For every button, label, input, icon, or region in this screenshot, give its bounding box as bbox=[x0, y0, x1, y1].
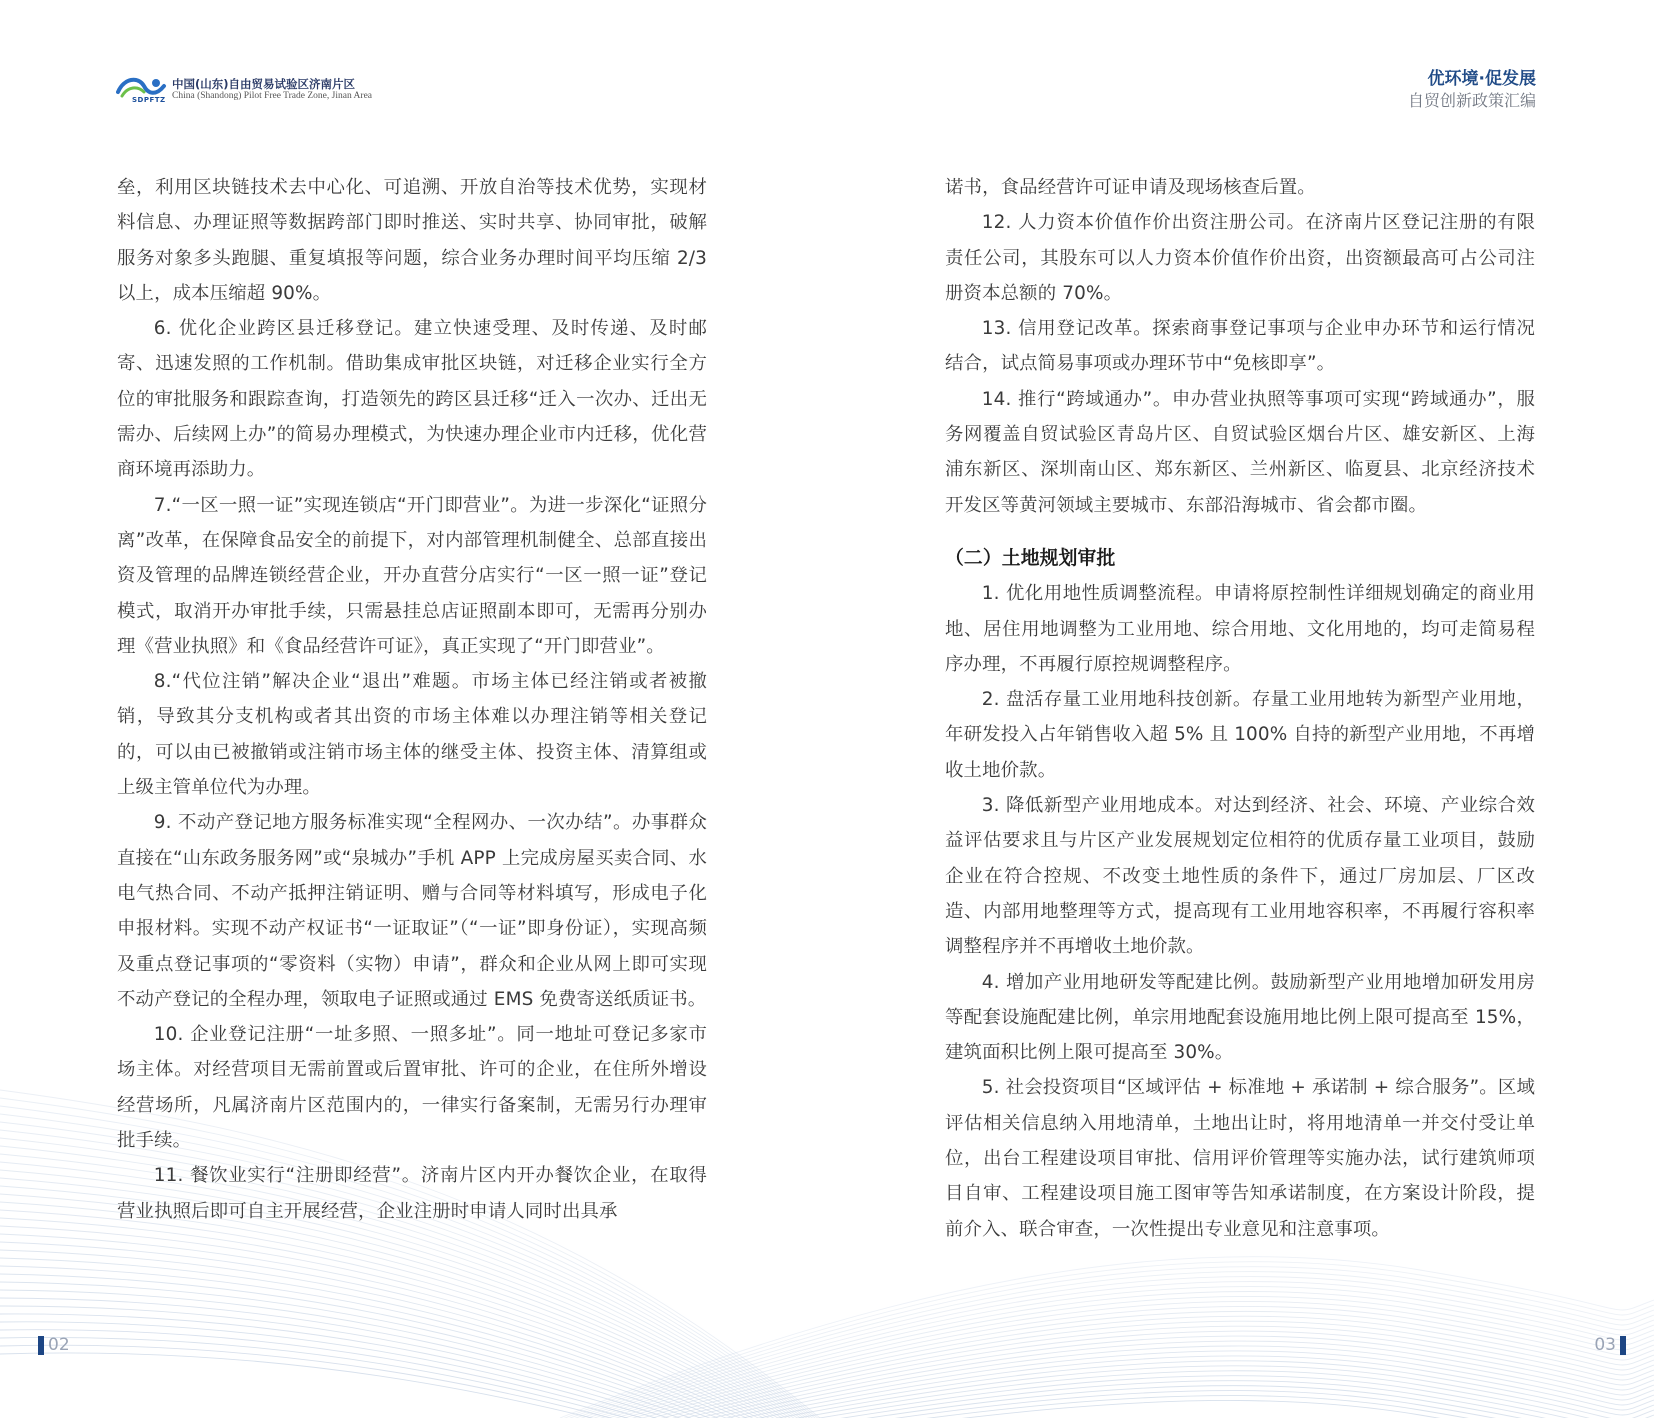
paragraph: 垒，利用区块链技术去中心化、可追溯、开放自治等技术优势，实现材料信息、办理证照等数据跨部门即时推送、实时共享、协同审批，破解服务对象多头跑腿、重复填报等问题，综合业务办理时间平均压缩 2/3 以上，成本压缩超 90%。 bbox=[117, 177, 707, 304]
page-marker-bar bbox=[1620, 1336, 1626, 1355]
paragraph: 13. 信用登记改革。探索商事登记事项与企业申办环节和运行情况结合，试点简易事项或办理环节中“免核即享”。 bbox=[945, 318, 1535, 375]
header-subtitle: 自贸创新政策汇编 bbox=[1407, 91, 1536, 110]
logo-chinese-name: 中国(山东)自由贸易试验区济南片区 bbox=[172, 77, 356, 91]
page-number-right bbox=[1594, 1335, 1626, 1355]
paragraph: 3. 降低新型产业用地成本。对达到经济、社会、环境、产业综合效益评估要求且与片区产业发展规划定位相符的优质存量工业项目，鼓励企业在符合控规、不改变土地性质的条件下，通过厂房加层、厂区改造、内部用地整理等方式，提高现有工业用地容积率，不再履行容积率调整程序并不再增收土地价款。 bbox=[945, 795, 1535, 958]
paragraph: 诺书，食品经营许可证申请及现场核查后置。 bbox=[945, 177, 1316, 198]
right-page-column bbox=[945, 170, 1535, 1247]
wave-line bbox=[0, 1242, 1654, 1418]
paragraph: 14. 推行“跨域通办”。申办营业执照等事项可实现“跨域通办”，服务网覆盖自贸试验区青岛片区、自贸试验区烟台片区、雄安新区、上海浦东新区、深圳南山区、郑东新区、兰州新区、临夏县、北京经济技术开发区等黄河领域主要城市、东部沿海城市、省会都市圈。 bbox=[945, 388, 1535, 516]
paragraph: 4. 增加产业用地研发等配建比例。鼓励新型产业用地增加研发用房等配套设施配建比例，单宗用地配套设施用地比例上限可提高至 15%，建筑面积比例上限可提高至 30%。 bbox=[945, 971, 1535, 1064]
page-number-left bbox=[38, 1335, 70, 1355]
header-logo bbox=[116, 74, 376, 108]
paragraph: 8.“代位注销”解决企业“退出”难题。市场主体已经注销或者被撤销，导致其分支机构或者其出资的市场主体难以办理注销等相关登记的，可以由已被撤销或注销市场主体的继受主体、投资主体、清算组或上级主管单位代为办理。 bbox=[117, 671, 707, 799]
wave-line bbox=[0, 1345, 1654, 1418]
logo-english-name: China (Shandong) Pilot Free Trade Zone, Jinan Area bbox=[172, 91, 373, 101]
page-number-text: 03 bbox=[1594, 1335, 1616, 1355]
wave-line bbox=[0, 1274, 1654, 1418]
wave-line bbox=[0, 1266, 1654, 1418]
wave-line bbox=[0, 1226, 1654, 1418]
wave-line bbox=[560, 1366, 1654, 1418]
paragraph: 6. 优化企业跨区县迁移登记。建立快速受理、及时传递、及时邮寄、迅速发照的工作机制。借助集成审批区块链，对迁移企业实行全方位的审批服务和跟踪查询，打造领先的跨区县迁移“迁入一次办、迁出无需办、后续网上办”的简易办理模式，为快速办理企业市内迁移，优化营商环境再添助力。 bbox=[117, 318, 707, 481]
paragraph: 10. 企业登记注册“一址多照、一照多址”。同一地址可登记多家市场主体。对经营项目无需前置或后置审批、许可的企业，在住所外增设经营场所，凡属济南片区范围内的，一律实行备案制，无需另行办理审批手续。 bbox=[117, 1024, 707, 1152]
paragraph: 9. 不动产登记地方服务标准实现“全程网办、一次办结”。办事群众直接在“山东政务服务网”或“泉城办”手机 APP 上完成房屋买卖合同、水电气热合同、不动产抵押注销证明、赠与合同等材料填写，形成电子化申报材料。实现不动产权证书“一证取证”（“一证”即身份证），实现高频及重点登记事项的“零资料（实物）申请”，群众和企业从网上即可实现不动产登记的全程办理，领取电子证照或通过 EMS 免费寄送纸质证书。 bbox=[117, 812, 707, 1010]
page-marker-bar bbox=[38, 1336, 44, 1355]
page-number-text: 02 bbox=[48, 1335, 70, 1355]
paragraph: 2. 盘活存量工业用地科技创新。存量工业用地转为新型产业用地，年研发投入占年销售收入超 5% 且 100% 自持的新型产业用地，不再增收土地价款。 bbox=[945, 689, 1535, 781]
paragraph: 12. 人力资本价值作价出资注册公司。在济南片区登记注册的有限责任公司，其股东可以人力资本价值作价出资，出资额最高可占公司注册资本总额的 70%。 bbox=[945, 212, 1535, 304]
paragraph: 11. 餐饮业实行“注册即经营”。济南片区内开办餐饮企业，在取得营业执照后即可自主开展经营，企业注册时申请人同时出具承 bbox=[117, 1165, 707, 1222]
paragraph: 1. 优化用地性质调整流程。申请将原控制性详细规划确定的商业用地、居住用地调整为工业用地、综合用地、文化用地的，均可走简易程序办理，不再履行原控规调整程序。 bbox=[945, 583, 1535, 675]
section-heading: （二）土地规划审批 bbox=[945, 547, 1116, 569]
header-title-block bbox=[1408, 68, 1536, 112]
header-title: 优环境·促发展 bbox=[1427, 69, 1536, 89]
left-page-column bbox=[117, 170, 707, 1229]
paragraph: 5. 社会投资项目“区域评估 + 标准地 + 承诺制 + 综合服务”。区域评估相关信息纳入用地清单，土地出让时，将用地清单一并交付受让单位，出台工程建设项目审批、信用评价管理等实施办法，试行建筑师项目自审、工程建设项目施工图审等告知承诺制度，在方案设计阶段，提前介入、联合审查，一次性提出专业意见和注意事项。 bbox=[945, 1077, 1535, 1240]
paragraph: 7.“一区一照一证”实现连锁店“开门即营业”。为进一步深化“证照分离”改革，在保障食品安全的前提下，对内部管理机制健全、总部直接出资及管理的品牌连锁经营企业，开办直营分店实行“一区一照一证”登记模式，取消开办审批手续，只需悬挂总店证照副本即可，无需再分别办理《营业执照》和《食品经营许可证》，真正实现了“开门即营业”。 bbox=[117, 494, 707, 657]
logo-abbreviation: SDPFTZ bbox=[132, 96, 166, 104]
